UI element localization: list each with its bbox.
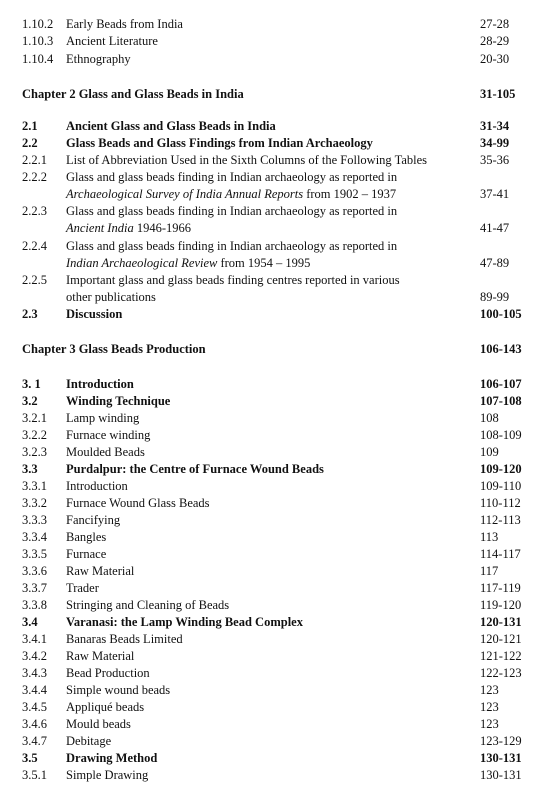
toc-entry [0,135,546,152]
entry-title: Debitage [66,734,112,748]
chapter-heading [0,86,546,103]
entry-number: 3.4.1 [22,632,47,646]
toc-entry [0,597,546,614]
entry-number: 3.2.3 [22,445,47,459]
entry-pages: 35-36 [480,153,510,167]
toc-entry [0,51,546,68]
entry-number: 3.2 [22,394,38,408]
entry-title-rest: from 1902 – 1937 [303,187,397,201]
toc-entry [0,631,546,648]
chapter-title: Chapter 3 Glass Beads Production [22,342,206,356]
entry-pages: 121-122 [480,649,522,663]
entry-title-italic: Archaeological Survey of India Annual Reports [66,187,304,201]
entry-number: 1.10.2 [22,17,54,31]
entry-title: Banaras Beads Limited [66,632,183,646]
entry-pages: 114-117 [480,547,521,561]
entry-pages: 113 [480,530,499,544]
entry-title: Lamp winding [66,411,140,425]
entry-number: 3.3.4 [22,530,47,544]
entry-number: 3.4.6 [22,717,47,731]
entry-pages: 41-47 [480,221,510,235]
entry-pages: 108 [480,411,499,425]
entry-number: 3.4.4 [22,683,47,697]
toc-entry [0,750,546,767]
entry-number: 2.2.4 [22,239,47,253]
entry-title: Mould beads [66,717,131,731]
entry-pages: 100-105 [480,307,522,321]
entry-number: 2.2.2 [22,170,47,184]
entry-title: Glass and glass beads finding in Indian archaeology as reported in [66,239,398,253]
entry-title: Appliqué beads [66,700,145,714]
entry-title: Glass and glass beads finding in Indian archaeology as reported in [66,170,398,184]
entry-pages: 123 [480,700,499,714]
entry-pages: 34-99 [480,136,510,150]
entry-title-rest: 1946-1966 [133,221,191,235]
entry-pages: 119-120 [480,598,522,612]
entry-number: 1.10.4 [22,52,54,66]
entry-title: Bangles [66,530,107,544]
toc-entry [0,427,546,444]
entry-title: Ancient Glass and Glass Beads in India [66,119,276,133]
entry-title-italic: Ancient India [66,221,134,235]
entry-number: 3.3.7 [22,581,47,595]
entry-title: Varanasi: the Lamp Winding Bead Complex [66,615,303,629]
entry-pages: 112-113 [480,513,521,527]
entry-title: Fancifying [66,513,121,527]
entry-title: Stringing and Cleaning of Beads [66,598,230,612]
entry-pages: 89-99 [480,290,510,304]
entry-pages: 130-131 [480,768,522,782]
entry-number: 2.2.3 [22,204,47,218]
toc-entry [0,495,546,512]
entry-number: 2.1 [22,119,38,133]
toc-entry [0,529,546,546]
toc-entry [0,410,546,427]
toc-entry [0,682,546,699]
toc-entry [0,393,546,410]
toc-entry [0,478,546,495]
entry-title: Introduction [66,479,128,493]
toc-entry [0,716,546,733]
entry-title: Raw Material [66,564,135,578]
entry-pages: 28-29 [480,34,510,48]
entry-number: 3.3.5 [22,547,47,561]
toc-entry [0,33,546,50]
entry-pages: 123-129 [480,734,522,748]
entry-number: 3.5 [22,751,38,765]
entry-number: 2.3 [22,307,38,321]
entry-title: List of Abbreviation Used in the Sixth Columns of the Following Tables [66,153,428,167]
entry-title: Moulded Beads [66,445,145,459]
entry-title-continuation [66,186,396,203]
entry-number: 2.2.5 [22,273,47,287]
toc-entry [0,563,546,580]
entry-title-rest: other publications [66,290,156,304]
entry-pages: 117 [480,564,499,578]
entry-number: 3.4.2 [22,649,47,663]
entry-pages: 109-120 [480,462,522,476]
entry-title: Purdalpur: the Centre of Furnace Wound Beads [66,462,324,476]
entry-title: Early Beads from India [66,17,183,31]
entry-title: Furnace [66,547,107,561]
entry-title: Raw Material [66,649,135,663]
toc-entry [0,580,546,597]
entry-title: Trader [66,581,99,595]
entry-pages: 106-143 [480,342,522,356]
entry-title: Simple wound beads [66,683,171,697]
toc-entry [0,699,546,716]
entry-title: Discussion [66,307,123,321]
entry-title-continuation [66,289,156,306]
toc-entry [0,16,546,33]
entry-pages: 123 [480,683,499,697]
chapter-title: Chapter 2 Glass and Glass Beads in India [22,87,244,101]
entry-title-rest: from 1954 – 1995 [217,256,311,270]
entry-pages: 122-123 [480,666,522,680]
entry-title: Introduction [66,377,134,391]
entry-pages: 31-34 [480,119,510,133]
entry-number: 3.3.1 [22,479,47,493]
toc-entry [0,152,546,169]
toc-entry [0,118,546,135]
toc-entry [0,614,546,631]
entry-pages: 107-108 [480,394,522,408]
entry-pages: 37-41 [480,187,510,201]
entry-number: 2.2.1 [22,153,47,167]
entry-number: 3.3.6 [22,564,47,578]
toc-entry [0,546,546,563]
entry-pages: 31-105 [480,87,516,101]
entry-pages: 109-110 [480,479,522,493]
toc-entry [0,733,546,750]
entry-title: Furnace Wound Glass Beads [66,496,210,510]
entry-title: Ethnography [66,52,131,66]
entry-pages: 109 [480,445,499,459]
entry-title: Glass Beads and Glass Findings from Indian Archaeology [66,136,373,150]
entry-title: Glass and glass beads finding in Indian archaeology as reported in [66,204,398,218]
toc-entry [0,376,546,393]
entry-number: 3.4 [22,615,38,629]
entry-pages: 117-119 [480,581,521,595]
entry-pages: 47-89 [480,256,510,270]
toc-entry [0,665,546,682]
entry-number: 3.3.8 [22,598,47,612]
toc-entry [0,512,546,529]
entry-number: 3.4.7 [22,734,47,748]
entry-number: 3.4.3 [22,666,47,680]
toc-entry [0,306,546,323]
entry-title: Important glass and glass beads finding centres reported in various [66,273,400,287]
entry-number: 1.10.3 [22,34,54,48]
entry-number: 3.5.1 [22,768,47,782]
toc-entry [0,767,546,784]
entry-pages: 110-112 [480,496,521,510]
entry-title-continuation [66,220,191,237]
entry-pages: 106-107 [480,377,522,391]
entry-number: 3.4.5 [22,700,47,714]
entry-title: Drawing Method [66,751,158,765]
entry-pages: 27-28 [480,17,510,31]
entry-number: 3.2.1 [22,411,47,425]
entry-number: 3.3.2 [22,496,47,510]
entry-title: Simple Drawing [66,768,149,782]
entry-number: 3.3.3 [22,513,47,527]
entry-pages: 120-121 [480,632,522,646]
entry-pages: 20-30 [480,52,510,66]
entry-title: Ancient Literature [66,34,158,48]
entry-title: Bead Production [66,666,150,680]
chapter-heading [0,341,546,358]
toc-entry [0,444,546,461]
entry-pages: 108-109 [480,428,522,442]
entry-title: Furnace winding [66,428,151,442]
entry-title-italic: Indian Archaeological Review [66,256,218,270]
entry-pages: 130-131 [480,751,522,765]
entry-title-continuation [66,255,310,272]
entry-number: 2.2 [22,136,38,150]
toc-entry [0,461,546,478]
entry-pages: 123 [480,717,499,731]
entry-pages: 120-131 [480,615,522,629]
entry-number: 3. 1 [22,377,41,391]
entry-number: 3.2.2 [22,428,47,442]
entry-title: Winding Technique [66,394,171,408]
entry-number: 3.3 [22,462,38,476]
toc-entry [0,648,546,665]
